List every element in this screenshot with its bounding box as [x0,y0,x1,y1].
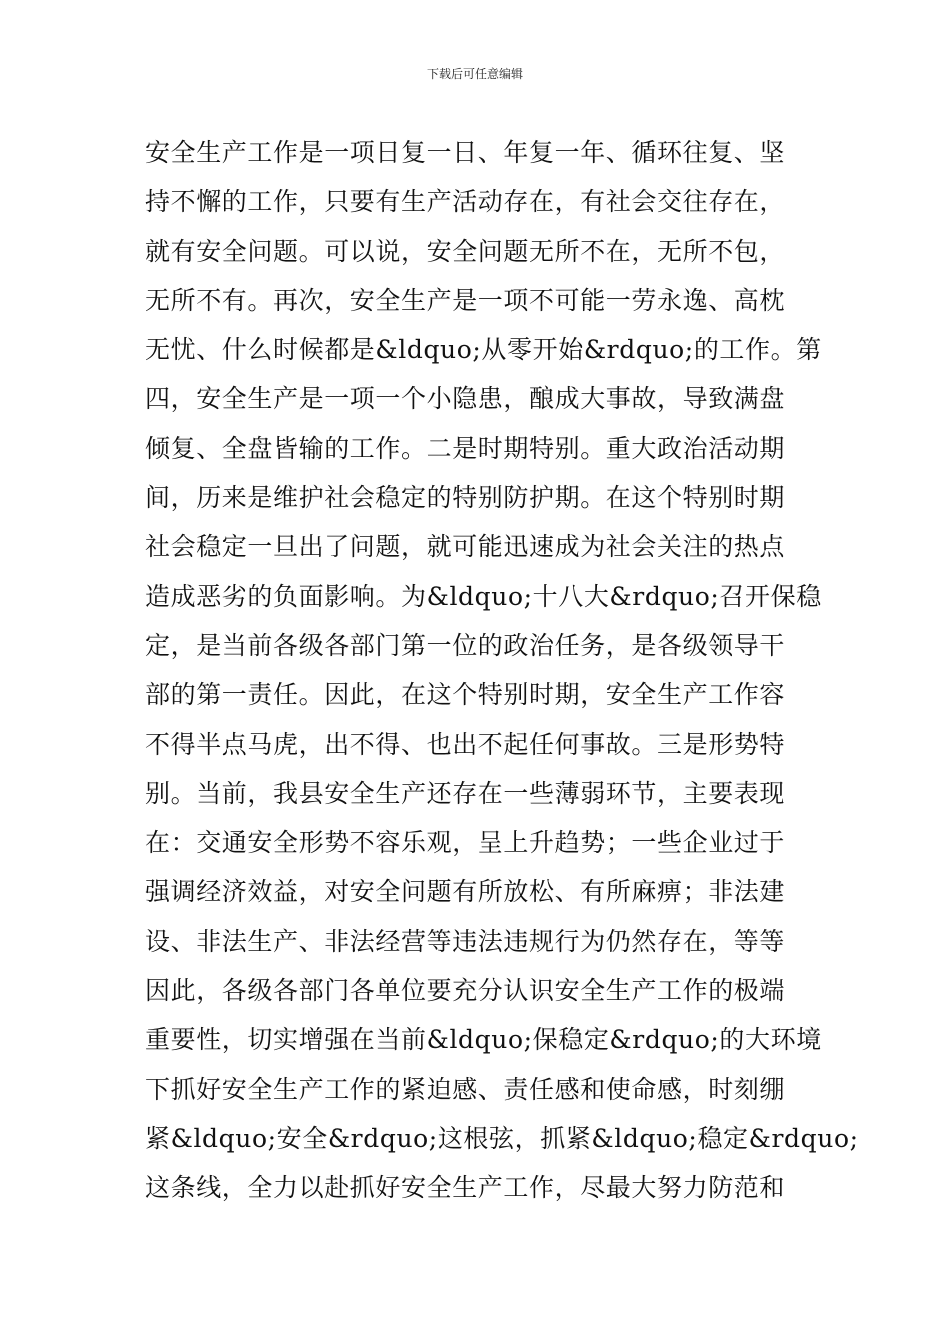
text-line: 无所不有。再次，安全生产是一项不可能一劳永逸、高枕 [145,285,786,315]
text-line: 倾复、全盘皆输的工作。二是时期特别。重大政治活动期 [145,433,786,463]
text-line: 别。当前，我县安全生产还存在一些薄弱环节，主要表现 [145,778,786,808]
text-line: 因此，各级各部门各单位要充分认识安全生产工作的极端 [145,976,786,1006]
text-line: 造成恶劣的负面影响。为&ldquo;十八大&rdquo;召开保稳 [145,581,822,611]
page-header-note: 下载后可任意编辑 [426,67,523,81]
body-text [145,128,859,1213]
text-line: 部的第一责任。因此，在这个特别时期，安全生产工作容 [145,680,786,710]
text-line: 社会稳定一旦出了问题，就可能迅速成为社会关注的热点 [145,532,786,562]
text-line: 安全生产工作是一项日复一日、年复一年、循环往复、坚 [145,138,786,167]
text-line: 定，是当前各级各部门第一位的政治任务，是各级领导干 [145,630,786,660]
text-line: 强调经济效益，对安全问题有所放松、有所麻痹；非法建 [145,877,786,907]
text-line: 间，历来是维护社会稳定的特别防护期。在这个特别时期 [145,483,786,513]
text-line: 无忧、什么时候都是&ldquo;从零开始&rdquo;的工作。第 [145,335,822,365]
text-line: 重要性，切实增强在当前&ldquo;保稳定&rdquo;的大环境 [145,1025,822,1055]
text-line: 设、非法生产、非法经营等违法违规行为仍然存在，等等 [145,926,786,956]
text-line: 在：交通安全形势不容乐观，呈上升趋势；一些企业过于 [145,828,786,858]
text-line: 就有安全问题。可以说，安全问题无所不在，无所不包， [145,236,786,266]
text-line: 不得半点马虎，出不得、也出不起任何事故。三是形势特 [145,729,786,759]
text-line: 持不懈的工作，只要有生产活动存在，有社会交往存在， [145,187,786,217]
text-line: 紧&ldquo;安全&rdquo;这根弦，抓紧&ldquo;稳定&rdquo; [145,1123,859,1153]
text-line: 这条线，全力以赴抓好安全生产工作，尽最大努力防范和 [145,1173,786,1203]
text-line: 下抓好安全生产工作的紧迫感、责任感和使命感，时刻绷 [145,1074,786,1104]
text-line: 四，安全生产是一项一个小隐患，酿成大事故，导致满盘 [145,384,786,414]
